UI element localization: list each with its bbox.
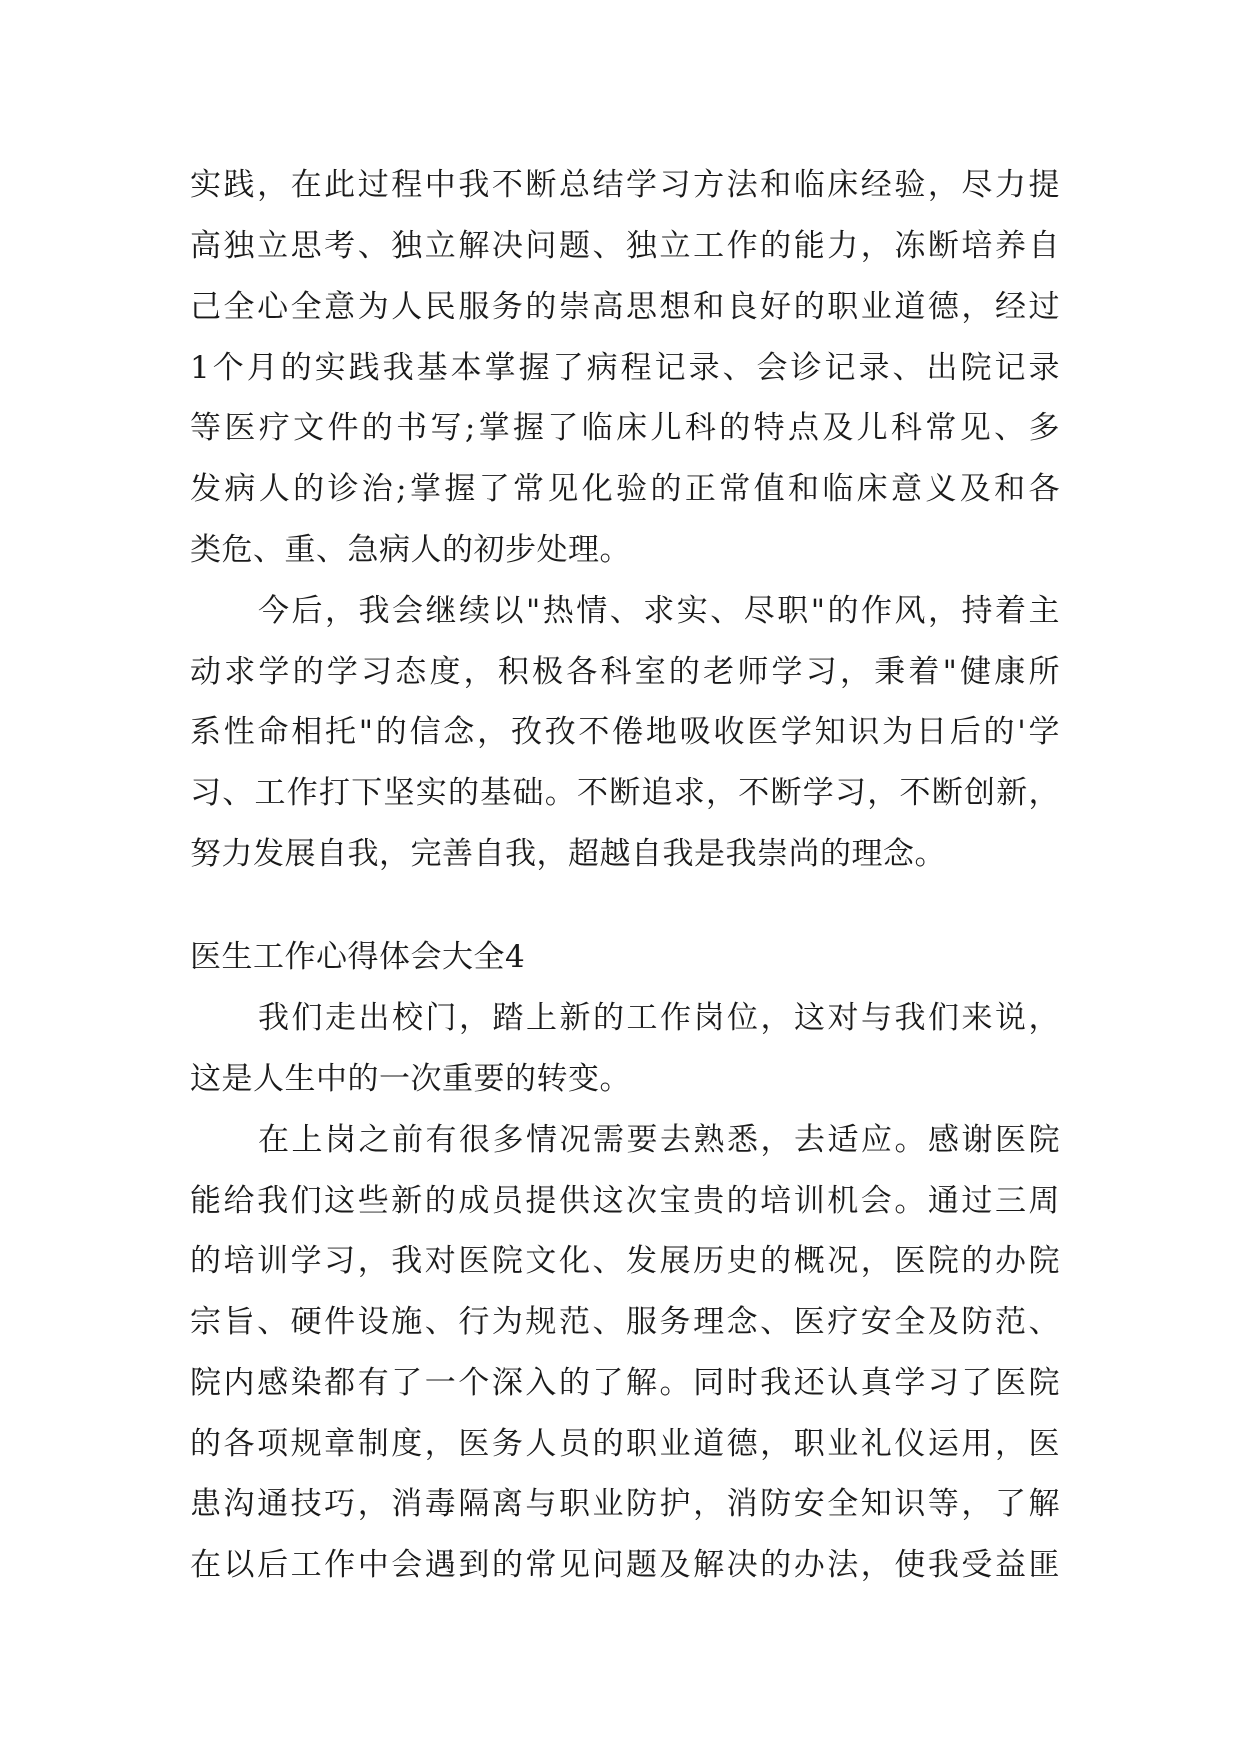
text-line: 我们走出校门，踏上新的工作岗位，这对与我们来说， bbox=[258, 1000, 1060, 1036]
text-line: 类危、重、急病人的初步处理。 bbox=[190, 532, 631, 568]
text-line: 等医疗文件的书写;掌握了临床儿科的特点及儿科常见、多 bbox=[190, 410, 1060, 446]
text-line: 的各项规章制度，医务人员的职业道德，职业礼仪运用，医 bbox=[190, 1426, 1060, 1462]
text-line: 1个月的实践我基本掌握了病程记录、会诊记录、出院记录 bbox=[190, 350, 1060, 386]
text-line: 努力发展自我，完善自我，超越自我是我崇尚的理念。 bbox=[190, 836, 946, 872]
text-line: 今后，我会继续以"热情、求实、尽职"的作风，持着主 bbox=[258, 593, 1060, 629]
text-line: 在以后工作中会遇到的常见问题及解决的办法，使我受益匪 bbox=[190, 1547, 1060, 1583]
text-line: 这是人生中的一次重要的转变。 bbox=[190, 1061, 631, 1097]
text-line: 的培训学习，我对医院文化、发展历史的概况，医院的办院 bbox=[190, 1243, 1060, 1279]
text-line: 在上岗之前有很多情况需要去熟悉，去适应。感谢医院 bbox=[258, 1122, 1060, 1158]
text-line: 发病人的诊治;掌握了常见化验的正常值和临床意义及和各 bbox=[190, 471, 1060, 507]
text-line: 己全心全意为人民服务的崇高思想和良好的职业道德，经过 bbox=[190, 289, 1060, 325]
text-line: 患沟通技巧，消毒隔离与职业防护，消防安全知识等，了解 bbox=[190, 1486, 1060, 1522]
section-heading: 医生工作心得体会大全4 bbox=[190, 939, 526, 975]
text-line: 院内感染都有了一个深入的了解。同时我还认真学习了医院 bbox=[190, 1365, 1060, 1401]
text-line: 实践，在此过程中我不断总结学习方法和临床经验，尽力提 bbox=[190, 167, 1060, 203]
text-line: 能给我们这些新的成员提供这次宝贵的培训机会。通过三周 bbox=[190, 1183, 1060, 1219]
text-line: 动求学的学习态度，积极各科室的老师学习，秉着"健康所 bbox=[190, 654, 1060, 690]
text-line: 宗旨、硬件设施、行为规范、服务理念、医疗安全及防范、 bbox=[190, 1304, 1060, 1340]
text-line: 系性命相托"的信念，孜孜不倦地吸收医学知识为日后的'学 bbox=[190, 714, 1060, 750]
text-line: 习、工作打下坚实的基础。不断追求，不断学习，不断创新， bbox=[190, 775, 1060, 811]
text-line: 高独立思考、独立解决问题、独立工作的能力，冻断培养自 bbox=[190, 228, 1060, 264]
